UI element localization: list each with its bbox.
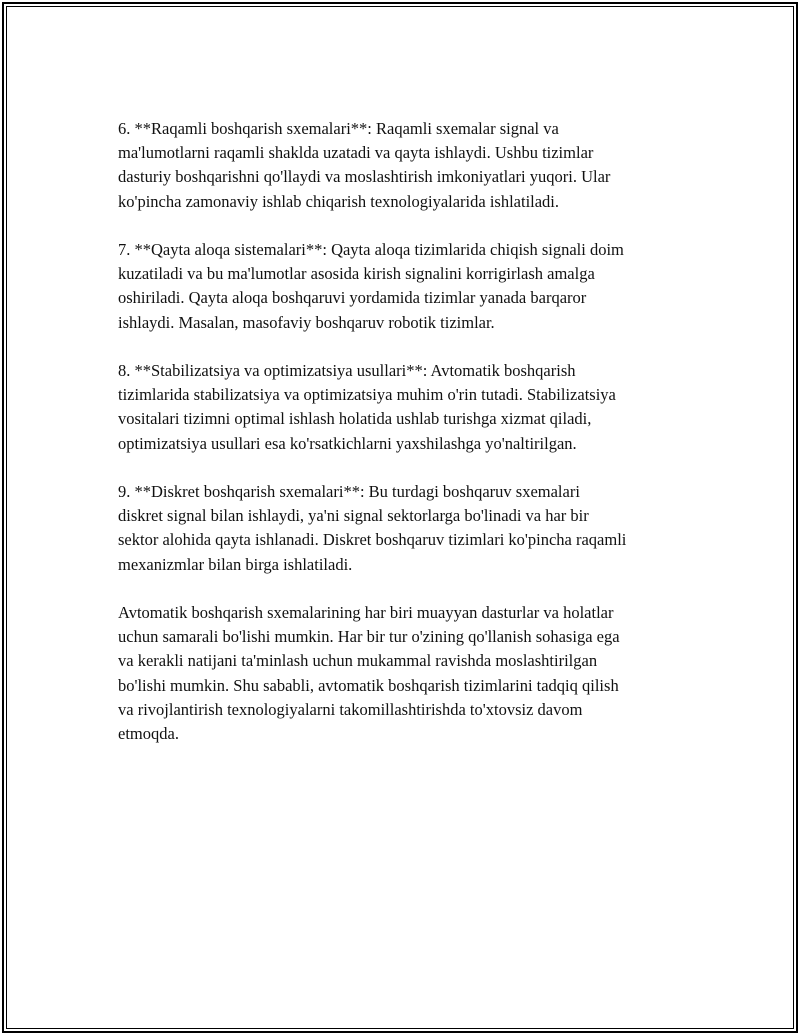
paragraph-stabilization-optimization: 8. **Stabilizatsiya va optimizatsiya usullari**: Avtomatik boshqarish tizimlarida stabilizatsiya va optimizatsiya muhim o'rin tutadi. Stabilizatsiya vositalari tizimni optimal ishlash holatida ushlab turishga xizmat qiladi, optimizatsiya usullari esa ko'rsatkichlarni yaxshilashga yo'naltirilgan. bbox=[118, 361, 616, 453]
paragraph-feedback-systems: 7. **Qayta aloqa sistemalari**: Qayta aloqa tizimlarida chiqish signali doim kuzatiladi va bu ma'lumotlar asosida kirish signalini korrigirlash amalga oshiriladi. Qayta aloqa boshqaruvi yordamida tizimlar yanada barqaror ishlaydi. Masalan, masofaviy boshqaruv robotik tizimlar. bbox=[118, 240, 624, 332]
document-body bbox=[118, 117, 698, 770]
paragraph-conclusion: Avtomatik boshqarish sxemalarining har biri muayyan dasturlar va holatlar uchun samarali bo'lishi mumkin. Har bir tur o'zining qo'llanish sohasiga ega va kerakli natijani ta'minlash uchun mukammal ravishda moslashtirilgan bo'lishi mumkin. Shu sababli, avtomatik boshqarish tizimlarini tadqiq qilish va rivojlantirish texnologiyalarni takomillashtirishda to'xtovsiz davom etmoqda. bbox=[118, 603, 620, 744]
paragraph-discrete-control-schemes: 9. **Diskret boshqarish sxemalari**: Bu turdagi boshqaruv sxemalari diskret signal bilan ishlaydi, ya'ni signal sektorlarga bo'linadi va har bir sektor alohida qayta ishlanadi. Diskret boshqaruv tizimlari ko'pincha raqamli mexanizmlar bilan birga ishlatiladi. bbox=[118, 482, 627, 574]
paragraph-digital-control-schemes: 6. **Raqamli boshqarish sxemalari**: Raqamli sxemalar signal va ma'lumotlarni raqamli shaklda uzatadi va qayta ishlaydi. Ushbu tizimlar dasturiy boshqarishni qo'llaydi va moslashtirish imkoniyatlari yuqori. Ular ko'pincha zamonaviy ishlab chiqarish texnologiyalarida ishlatiladi. bbox=[118, 119, 611, 211]
